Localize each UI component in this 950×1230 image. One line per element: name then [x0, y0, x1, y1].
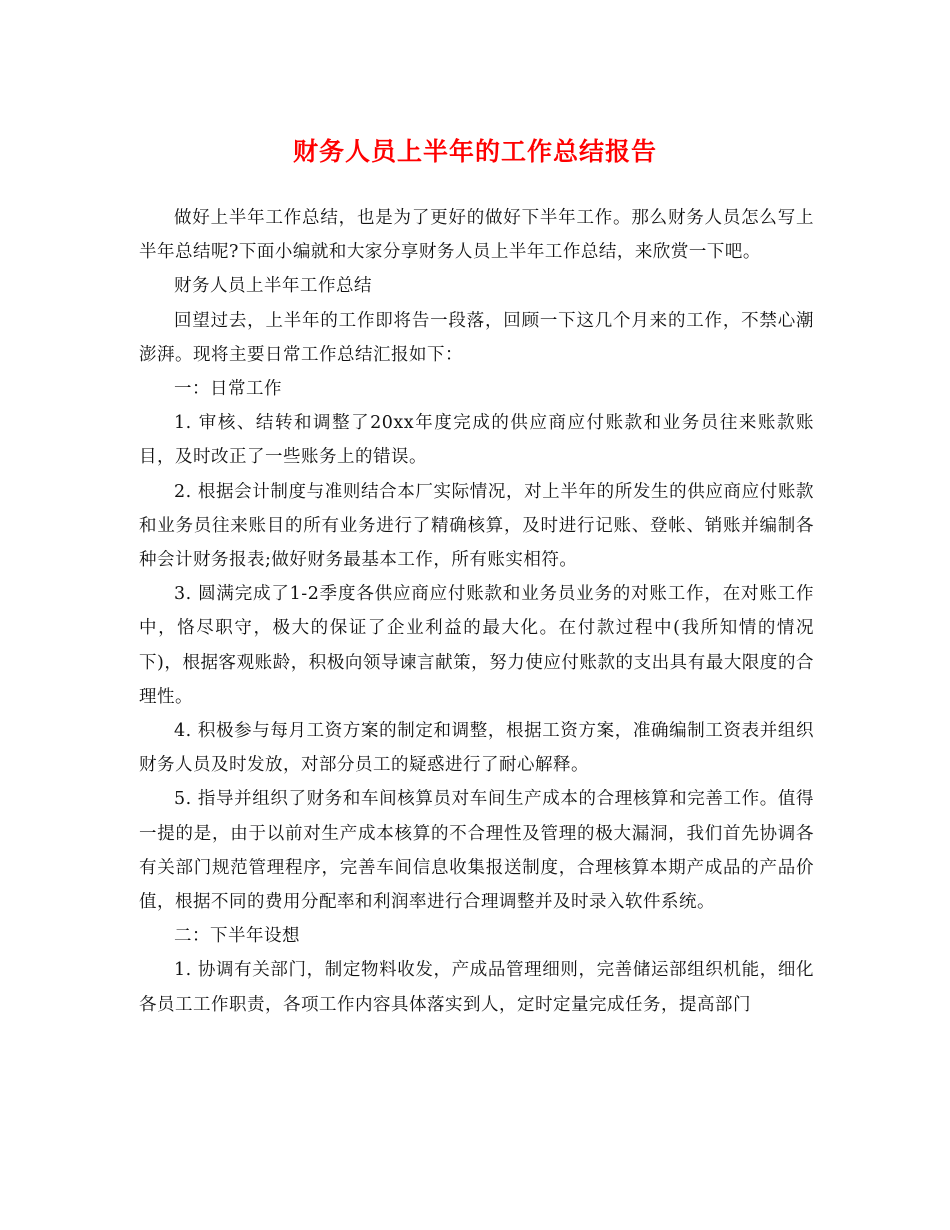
paragraph-item-5: 5. 指导并组织了财务和车间核算员对车间生产成本的合理核算和完善工作。值得一提的是，由于以前对生产成本核算的不合理性及管理的极大漏洞，我们首先协调各有关部门规范管理程序，完善车间信息收集报送制度，合理核算本期产成品的产品价值，根据不同的费用分配率和利润率进行合理调整并及时录入软件系统。 — [139, 789, 814, 913]
paragraph-review: 回望过去，上半年的工作即将告一段落，回顾一下这几个月来的工作，不禁心潮澎湃。现将主要日常工作总结汇报如下： — [139, 310, 814, 365]
section-heading-second-half-plan: 二：下半年设想 — [174, 926, 300, 947]
paragraph-subtitle: 财务人员上半年工作总结 — [174, 276, 372, 297]
paragraph-intro: 做好上半年工作总结，也是为了更好的做好下半年工作。那么财务人员怎么写上半年总结呢?下面小编就和大家分享财务人员上半年工作总结，来欣赏一下吧。 — [139, 208, 814, 263]
paragraph-item-3: 3. 圆满完成了1-2季度各供应商应付账款和业务员业务的对账工作，在对账工作中，恪尽职守，极大的保证了企业利益的最大化。在付款过程中(我所知情的情况下)，根据客观账龄，积极向领导谏言献策，努力使应付账款的支出具有最大限度的合理性。 — [139, 584, 814, 707]
section-heading-daily-work: 一：日常工作 — [174, 379, 282, 400]
paragraph-item-2: 2. 根据会计制度与准则结合本厂实际情况，对上半年的所发生的供应商应付账款和业务员往来账目的所有业务进行了精确核算，及时进行记账、登帐、销账并编制各种会计财务报表;做好财务最基本工作，所有账实相符。 — [139, 481, 814, 571]
document-body — [139, 201, 814, 1022]
paragraph-item-4: 4. 积极参与每月工资方案的制定和调整，根据工资方案，准确编制工资表并组织财务人员及时发放，对部分员工的疑惑进行了耐心解释。 — [139, 721, 814, 776]
paragraph-item-1: 1. 审核、结转和调整了20xx年度完成的供应商应付账款和业务员往来账款账目，及时改正了一些账务上的错误。 — [139, 413, 814, 468]
document-title: 财务人员上半年的工作总结报告 — [292, 137, 657, 166]
paragraph-plan-item-1: 1. 协调有关部门，制定物料收发，产成品管理细则，完善储运部组织机能，细化各员工工作职责，各项工作内容具体落实到人，定时定量完成任务，提高部门 — [139, 960, 814, 1015]
